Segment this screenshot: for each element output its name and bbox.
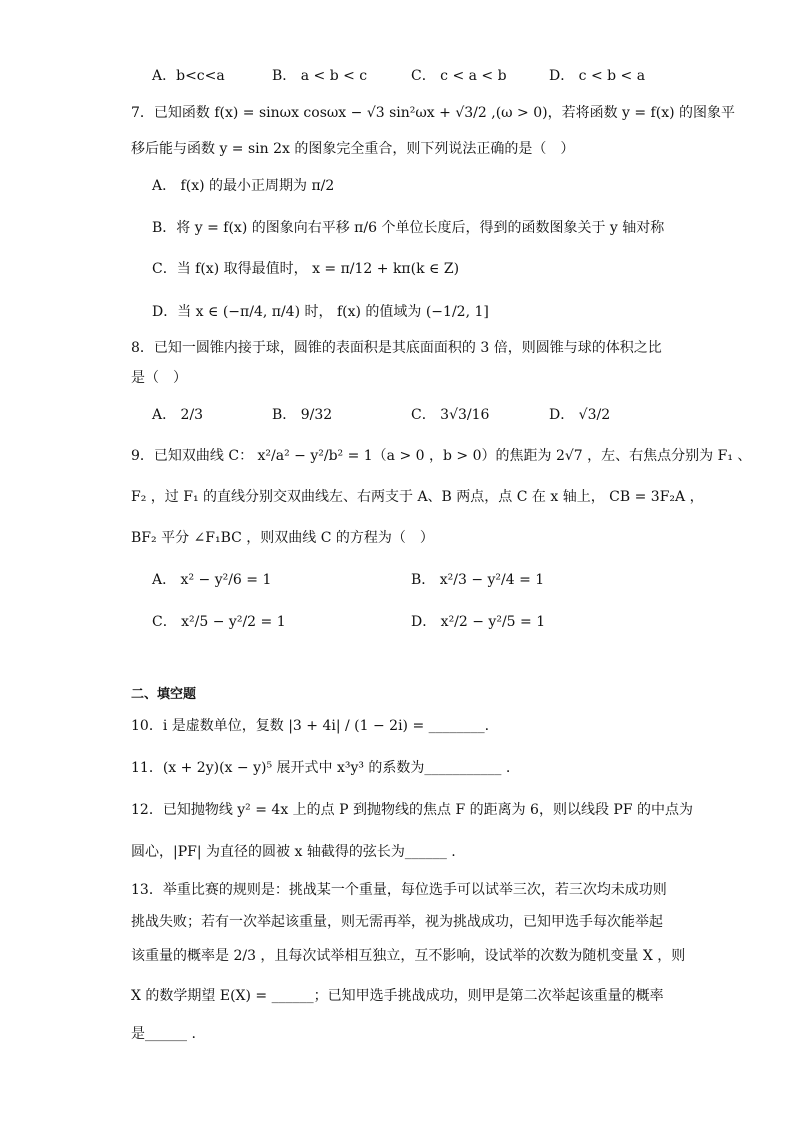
q9-stem-line2: F₂ ，过 F₁ 的直线分别交双曲线左、右两支于 A、B 两点，点 C 在 x 轴上， CB = 3F₂A ， xyxy=(131,489,704,505)
q13-stem-line1: 13．举重比赛的规则是：挑战某一个重量，每位选手可以试举三次，若三次均未成功则 xyxy=(131,882,667,898)
q6-option-a: A．b<c<a xyxy=(152,68,225,84)
q13-stem-line4: X 的数学期望 E(X) = ______；已知甲选手挑战成功，则甲是第二次举起该重量的概率 xyxy=(131,988,664,1004)
q8-stem-line1: 8．已知一圆锥内接于球，圆锥的表面积是其底面面积的 3 倍，则圆锥与球的体积之比 xyxy=(131,340,662,356)
q8-option-c: C． 3√3/16 xyxy=(411,407,490,423)
q8-option-d: D． √3/2 xyxy=(549,407,611,423)
q8-option-b: B． 9/32 xyxy=(272,407,333,423)
q7-option-a: A． f(x) 的最小正周期为 π/2 xyxy=(152,178,335,194)
q10-text: 10．i 是虚数单位，复数 |3 + 4i| / (1 − 2i) = ________. xyxy=(131,718,490,734)
q6-option-c: C． c < a < b xyxy=(411,68,507,84)
q7-option-c: C．当 f(x) 取得最值时， x = π/12 + kπ(k ∈ Z) xyxy=(152,261,460,277)
q8-option-a: A． 2/3 xyxy=(152,407,204,423)
q13-stem-line2: 挑战失败；若有一次举起该重量，则无需再举，视为挑战成功，已知甲选手每次能举起 xyxy=(131,914,663,930)
q6-option-b: B． a < b < c xyxy=(272,68,368,84)
q9-stem-line3: BF₂ 平分 ∠F₁BC ，则双曲线 C 的方程为（ ） xyxy=(131,530,434,546)
q12-stem-line1: 12．已知抛物线 y² = 4x 上的点 P 到抛物线的焦点 F 的距离为 6，则以线段 PF 的中点为 xyxy=(131,802,693,818)
q9-option-d: D． x²/2 − y²/5 = 1 xyxy=(411,614,546,630)
q7-option-d: D．当 x ∈ (−π/4, π/4) 时， f(x) 的值域为 (−1/2, 1] xyxy=(152,304,489,320)
q12-stem-line2: 圆心，|PF| 为直径的圆被 x 轴截得的弦长为______ . xyxy=(131,844,456,860)
q13-stem-line3: 该重量的概率是 2/3 ，且每次试举相互独立，互不影响，设试举的次数为随机变量 X ，则 xyxy=(131,948,686,964)
q7-stem-line2: 移后能与函数 y = sin 2x 的图象完全重合，则下列说法正确的是（ ） xyxy=(131,141,575,157)
q8-stem-line2: 是（ ） xyxy=(131,370,187,386)
q9-option-c: C． x²/5 − y²/2 = 1 xyxy=(152,614,286,630)
q13-stem-line5: 是______ . xyxy=(131,1026,196,1042)
q7-option-b: B．将 y = f(x) 的图象向右平移 π/6 个单位长度后，得到的函数图象关于 y 轴对称 xyxy=(152,220,665,236)
q9-stem-line1: 9．已知双曲线 C： x²/a² − y²/b² = 1（a > 0 ，b > 0）的焦距为 2√7 ，左、右焦点分别为 F₁ 、 xyxy=(131,448,752,464)
q7-stem-line1: 7．已知函数 f(x) = sinωx cosωx − √3 sin²ωx + √3/2 ,(ω > 0)，若将函数 y = f(x) 的图象平 xyxy=(131,105,736,121)
q6-option-d: D． c < b < a xyxy=(549,68,646,84)
q11-text: 11．(x + 2y)(x − y)⁵ 展开式中 x³y³ 的系数为___________ . xyxy=(131,760,511,776)
q9-option-b: B． x²/3 − y²/4 = 1 xyxy=(411,572,545,588)
section-title-fill-in: 二、填空题 xyxy=(131,687,197,702)
q9-option-a: A． x² − y²/6 = 1 xyxy=(152,572,272,588)
